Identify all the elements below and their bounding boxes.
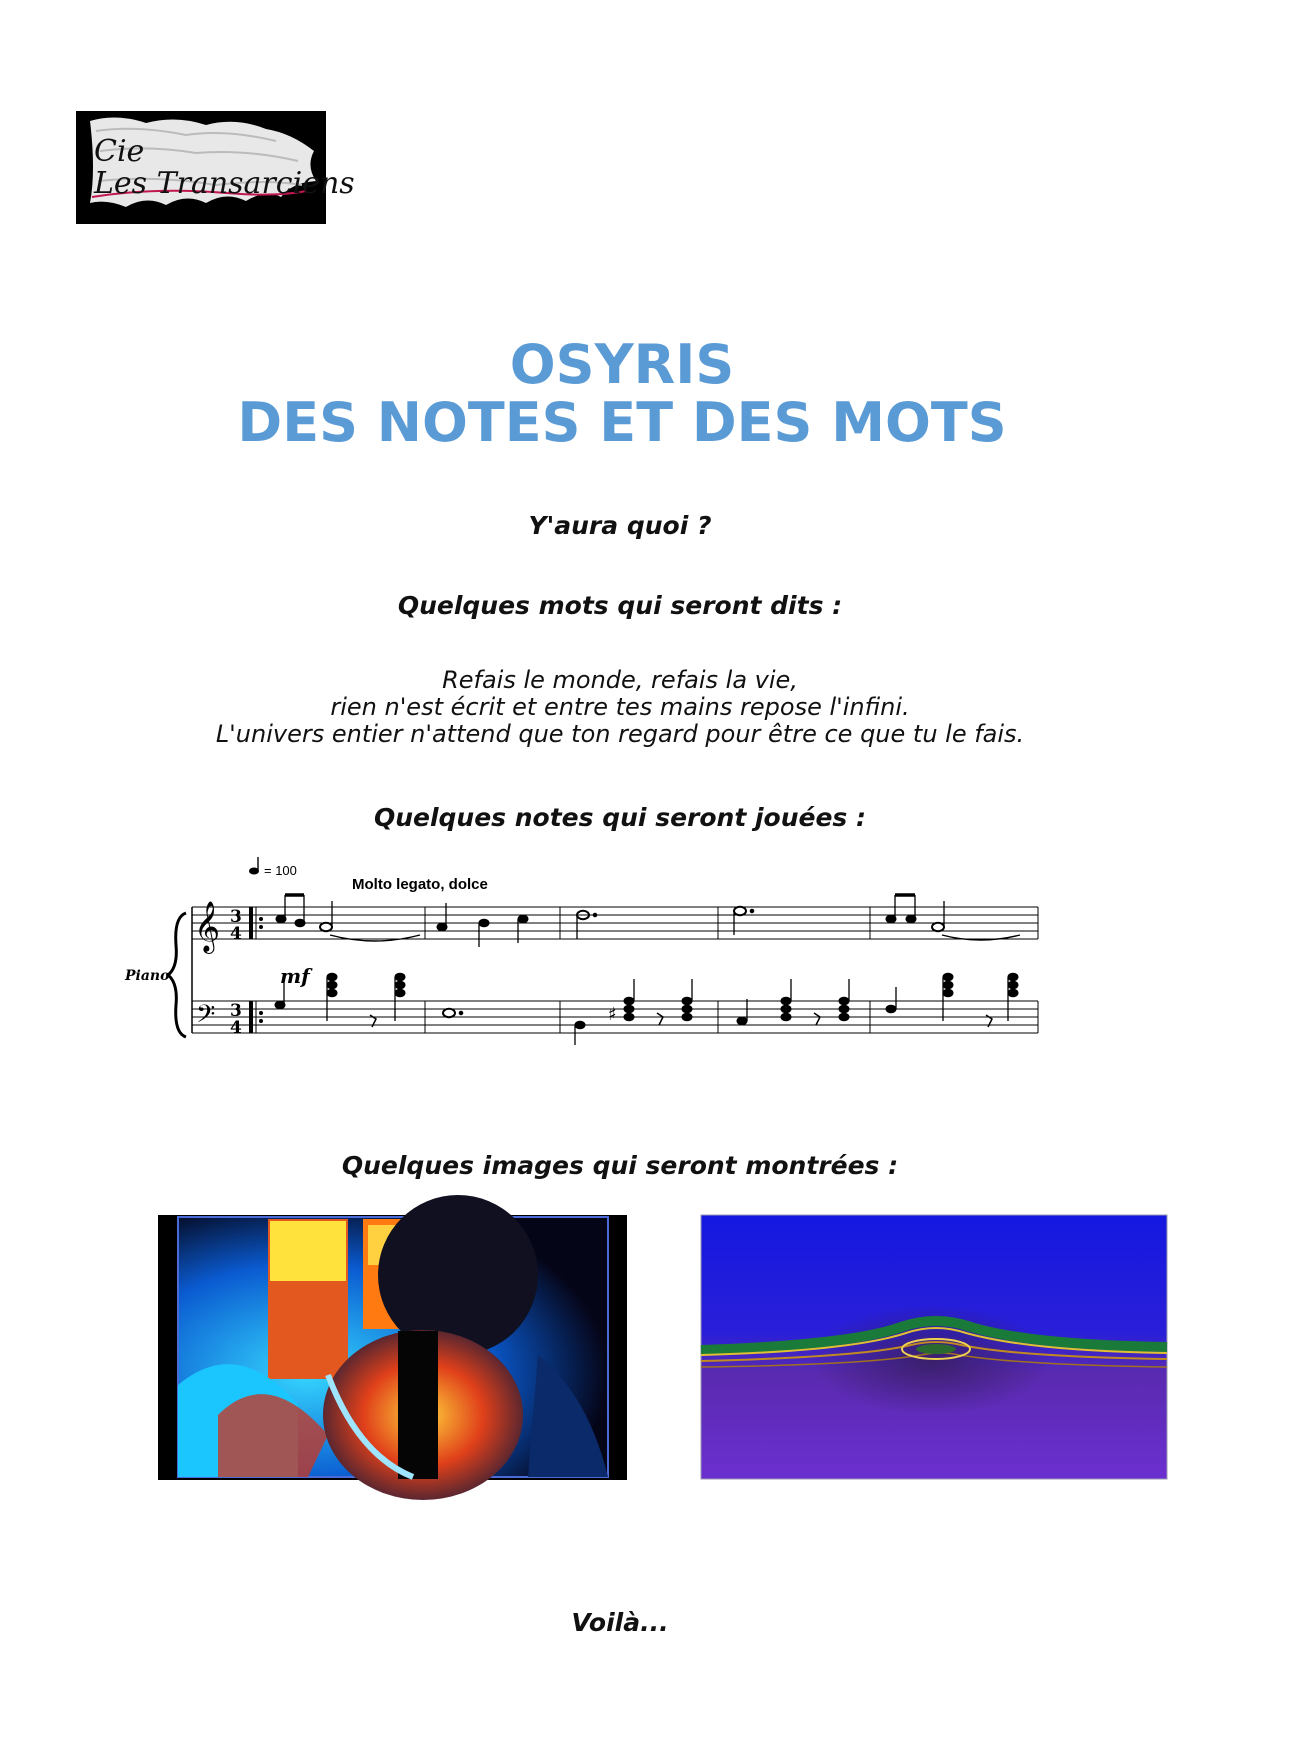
heading-images: Quelques images qui seront montrées :	[341, 1151, 899, 1180]
abstract-image-left	[158, 1215, 627, 1480]
bar-lines	[425, 907, 1038, 1033]
system-brace	[168, 913, 186, 1037]
logo-line2: Les Transarciens	[94, 166, 355, 201]
dynamic-marking: mf	[280, 964, 310, 988]
closing-text: Voilà...	[571, 1608, 669, 1637]
treble-clef: 𝄞	[194, 901, 221, 952]
abstract-image-right	[701, 1215, 1167, 1479]
heading-what: Y'aura quoi ?	[528, 511, 712, 540]
title-line2: DES NOTES ET DES MOTS	[237, 391, 1007, 454]
instrument-label: Piano	[125, 968, 170, 984]
bass-clef: 𝄢	[196, 1000, 216, 1035]
expression-marking: Molto legato, dolce	[352, 876, 488, 893]
music-score	[120, 855, 1050, 1055]
logo-line1: Cie	[94, 134, 145, 169]
time-sig-bottom: 4	[230, 1018, 242, 1038]
poem-quote	[0, 667, 1240, 748]
svg-text:♯: ♯	[608, 1004, 617, 1025]
quote-line: L'univers entier n'attend que ton regard pour être ce que tu le fais.	[215, 720, 1025, 748]
time-sig-top: 3	[230, 1001, 242, 1021]
time-sig-bottom: 4	[230, 924, 242, 944]
quote-line: rien n'est écrit et entre tes mains repose l'infini.	[330, 693, 910, 721]
tempo-marking: = 100	[264, 863, 297, 878]
repeat-sign	[251, 907, 263, 1033]
title-line1: OSYRIS	[509, 333, 735, 396]
quote-line: Refais le monde, refais la vie,	[442, 666, 798, 694]
page-title	[52, 333, 1292, 454]
company-logo	[76, 111, 355, 224]
heading-notes: Quelques notes qui seront jouées :	[373, 803, 867, 832]
time-sig-top: 3	[230, 907, 242, 927]
heading-words: Quelques mots qui seront dits :	[397, 591, 843, 620]
